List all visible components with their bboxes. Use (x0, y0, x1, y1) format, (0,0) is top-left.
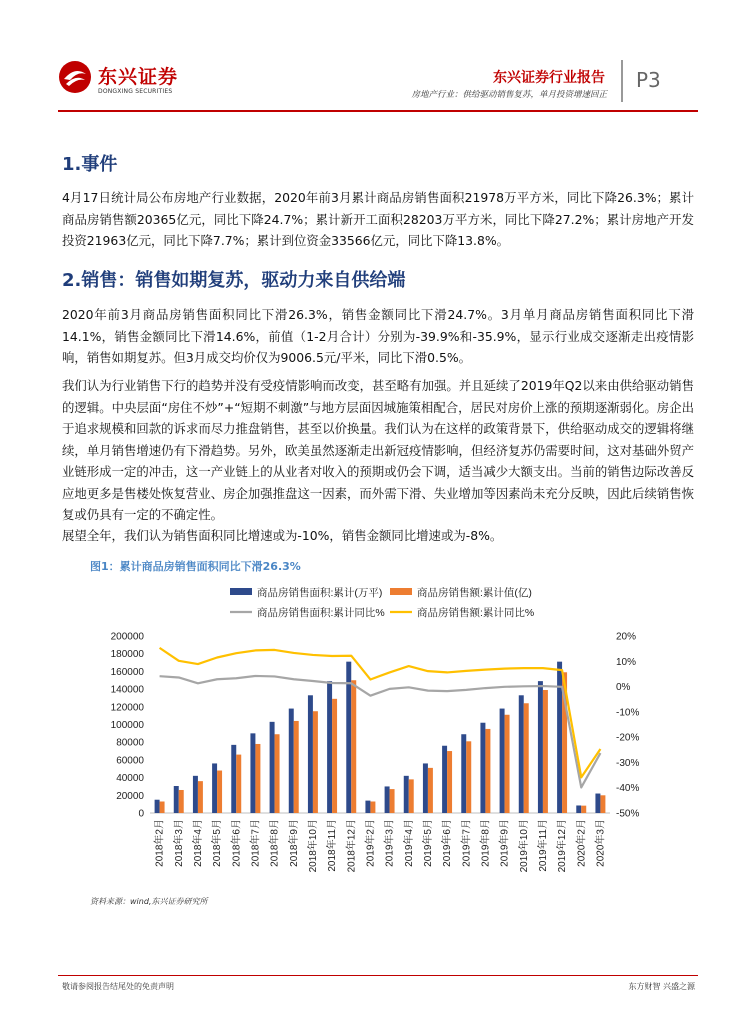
left-axis-tick-label: 180000 (110, 649, 144, 661)
bar-sales-amount (351, 680, 356, 813)
x-axis-tick-label: 2019年3月 (384, 819, 396, 867)
sales-paragraph-1: 2020年前3月商品房销售面积同比下滑26.3%，销售金额同比下滑24.7%。3月单月商品房销售面积同比下滑14.1%，销售金额同比下滑14.6%，前值（1-2月合计）分别为-39.9%和-35.9%，显示行业成交逐渐走出疫情影响，销售如期复苏。但3月成交均价仅为9006.5元/平米，同比下滑0.5%。 (62, 307, 694, 365)
bar-sales-area (461, 734, 466, 813)
x-axis-tick-label: 2018年7月 (250, 819, 262, 867)
x-axis-tick-label: 2019年12月 (557, 819, 569, 873)
right-axis-tick-label: 0% (616, 682, 631, 694)
legend-swatch-bar (390, 588, 412, 595)
footer-rule (58, 975, 698, 976)
bar-sales-area (155, 800, 160, 813)
bar-sales-area (519, 695, 524, 813)
bar-sales-area (385, 786, 390, 813)
x-axis-tick-label: 2018年9月 (288, 819, 300, 867)
right-axis-tick-label: -40% (616, 783, 640, 795)
bar-sales-amount (524, 703, 529, 813)
logo-text: 东兴证券 (98, 66, 179, 88)
report-title: 东兴证券行业报告 (493, 70, 605, 86)
bar-sales-amount (160, 802, 165, 814)
bar-sales-amount (236, 755, 241, 813)
right-axis-tick-label: -30% (616, 757, 640, 769)
sales-paragraph-3: 展望全年，我们认为销售面积同比增速或为-10%，销售金额同比增速或为-8%。 (62, 528, 503, 543)
header-divider (621, 60, 623, 102)
section-heading-event: 1.事件 (62, 154, 118, 175)
legend-label: 商品房销售面积:累计(万平) (257, 587, 383, 599)
bar-sales-amount (409, 779, 414, 813)
header-rule (58, 110, 698, 112)
legend-label: 商品房销售额:累计同比% (417, 607, 535, 619)
left-axis-tick-label: 200000 (110, 631, 144, 643)
bar-sales-amount (581, 806, 586, 813)
bar-sales-area (442, 746, 447, 813)
x-axis-tick-label: 2019年2月 (365, 819, 377, 867)
x-axis-tick-label: 2019年11月 (537, 819, 549, 872)
x-axis-tick-label: 2018年6月 (231, 819, 243, 867)
legend-label: 商品房销售额:累计值(亿) (417, 587, 532, 599)
x-axis-tick-label: 2020年2月 (576, 819, 588, 867)
bar-sales-area (576, 805, 581, 813)
bar-sales-amount (390, 789, 395, 813)
sales-chart (90, 574, 650, 892)
bar-sales-amount (485, 729, 490, 813)
right-axis-tick-label: 20% (616, 631, 637, 643)
bar-sales-area (174, 786, 179, 813)
bar-sales-amount (543, 690, 548, 813)
footer-disclaimer: 敬请参阅报告结尾处的免责声明 (62, 982, 174, 991)
legend-swatch-bar (230, 588, 252, 595)
legend-label: 商品房销售面积:累计同比% (257, 607, 385, 619)
x-axis-tick-label: 2018年12月 (346, 819, 358, 873)
left-axis-tick-label: 80000 (116, 737, 144, 749)
bar-sales-amount (217, 771, 222, 813)
left-axis-tick-label: 60000 (116, 755, 144, 767)
x-axis-tick-label: 2019年8月 (480, 819, 492, 867)
bar-sales-area (404, 776, 409, 813)
bar-sales-area (557, 662, 562, 813)
x-axis-tick-label: 2019年10月 (518, 819, 530, 873)
right-axis-tick-label: -50% (616, 808, 640, 820)
bar-sales-area (327, 681, 332, 813)
left-axis-tick-label: 120000 (110, 702, 144, 714)
event-paragraph: 4月17日统计局公布房地产行业数据，2020年前3月累计商品房销售面积21978万平方米，同比下降26.3%；累计商品房销售额20365亿元，同比下降24.7%；累计新开工面积28203万平方米，同比下降27.2%；累计房地产开发投资21963亿元，同比下降7.7%；累计到位资金33566亿元，同比下降13.8%。 (62, 190, 694, 248)
bar-sales-amount (370, 802, 375, 814)
bar-sales-amount (600, 795, 605, 813)
x-axis-tick-label: 2020年3月 (595, 819, 607, 867)
line-area-yoy (160, 676, 601, 788)
bar-sales-area (595, 794, 600, 813)
left-axis-tick-label: 40000 (116, 773, 144, 785)
bar-sales-amount (294, 721, 299, 813)
figure-title: 图1：累计商品房销售面积同比下滑26.3% (90, 560, 301, 573)
bar-sales-area (270, 722, 275, 813)
left-axis-tick-label: 20000 (116, 790, 144, 802)
right-axis-tick-label: -10% (616, 707, 640, 719)
x-axis-tick-label: 2019年7月 (461, 819, 473, 867)
bar-sales-area (289, 709, 294, 813)
x-axis-tick-label: 2018年4月 (192, 819, 204, 867)
x-axis-tick-label: 2019年5月 (422, 819, 434, 867)
x-axis-tick-label: 2018年3月 (173, 819, 185, 867)
dongxing-logo-icon (58, 60, 92, 94)
sales-chart-svg (90, 574, 650, 892)
x-axis-tick-label: 2018年5月 (212, 819, 224, 867)
x-axis-tick-label: 2019年6月 (442, 819, 454, 867)
bar-sales-amount (332, 699, 337, 813)
left-axis-tick-label: 160000 (110, 666, 144, 678)
bar-sales-area (538, 681, 543, 813)
x-axis-tick-label: 2019年4月 (403, 819, 415, 867)
section-heading-sales: 2.销售：销售如期复苏，驱动力来自供给端 (62, 270, 406, 291)
bar-sales-area (365, 801, 370, 813)
x-axis-tick-label: 2019年9月 (499, 819, 511, 867)
bar-sales-amount (466, 741, 471, 813)
page-number: P3 (636, 68, 661, 92)
bar-sales-amount (313, 711, 318, 813)
bar-sales-area (193, 776, 198, 813)
x-axis-tick-label: 2018年11月 (327, 819, 339, 872)
bar-sales-area (250, 733, 255, 813)
bar-sales-amount (255, 744, 260, 813)
bar-sales-amount (447, 751, 452, 813)
bar-sales-area (480, 723, 485, 813)
bar-sales-amount (198, 781, 203, 813)
logo-english-text: DONGXING SECURITIES (98, 88, 173, 95)
bar-sales-area (500, 709, 505, 813)
bar-sales-amount (505, 715, 510, 813)
line-amount-yoy (160, 648, 601, 777)
bar-sales-area (423, 763, 428, 813)
figure-source: 资料来源：wind,东兴证券研究所 (90, 897, 208, 906)
left-axis-tick-label: 0 (138, 808, 144, 820)
footer-slogan: 东方财智 兴盛之源 (628, 982, 695, 991)
x-axis-tick-label: 2018年8月 (269, 819, 281, 867)
left-axis-tick-label: 100000 (110, 720, 144, 731)
right-axis-tick-label: 10% (616, 656, 637, 668)
bar-sales-amount (179, 790, 184, 813)
x-axis-tick-label: 2018年10月 (307, 819, 319, 873)
bar-sales-area (231, 745, 236, 813)
bar-sales-amount (275, 734, 280, 813)
sales-paragraph-2: 我们认为行业销售下行的趋势并没有受疫情影响而改变，甚至略有加强。并且延续了2019年Q2以来由供给驱动销售的逻辑。中央层面“房住不炒”+“短期不刺激”与地方层面因城施策相配合，居民对房价上涨的预期逐渐弱化。房企出于追求规模和回款的诉求而尽力推盘销售，甚至以价换量。我们认为在这样的政策背景下，供给驱动成交的逻辑将继续，单月销售增速仍有下滑趋势。另外，欧美虽然逐渐走出新冠疫情影响，但经济复苏仍需要时间，这对基础外贸产业链形成一定的冲击，这一产业链上的从业者对收入的预期或仍会下调，适当减少大额支出。当前的销售边际改善反应地更多是售楼处恢复营业、房企加强推盘这一因素，而外需下滑、失业增加等因素尚未充分反映，因此后续销售恢复或仍具有一定的不确定性。 (62, 378, 694, 522)
x-axis-tick-label: 2018年2月 (154, 819, 166, 867)
page-header (0, 0, 755, 112)
report-subtitle: 房地产行业：供给驱动销售复苏，单月投资增速回正 (411, 90, 607, 100)
left-axis-tick-label: 140000 (110, 684, 144, 696)
bar-sales-amount (428, 768, 433, 813)
bar-sales-area (212, 763, 217, 813)
right-axis-tick-label: -20% (616, 732, 640, 744)
bar-sales-area (308, 695, 313, 813)
